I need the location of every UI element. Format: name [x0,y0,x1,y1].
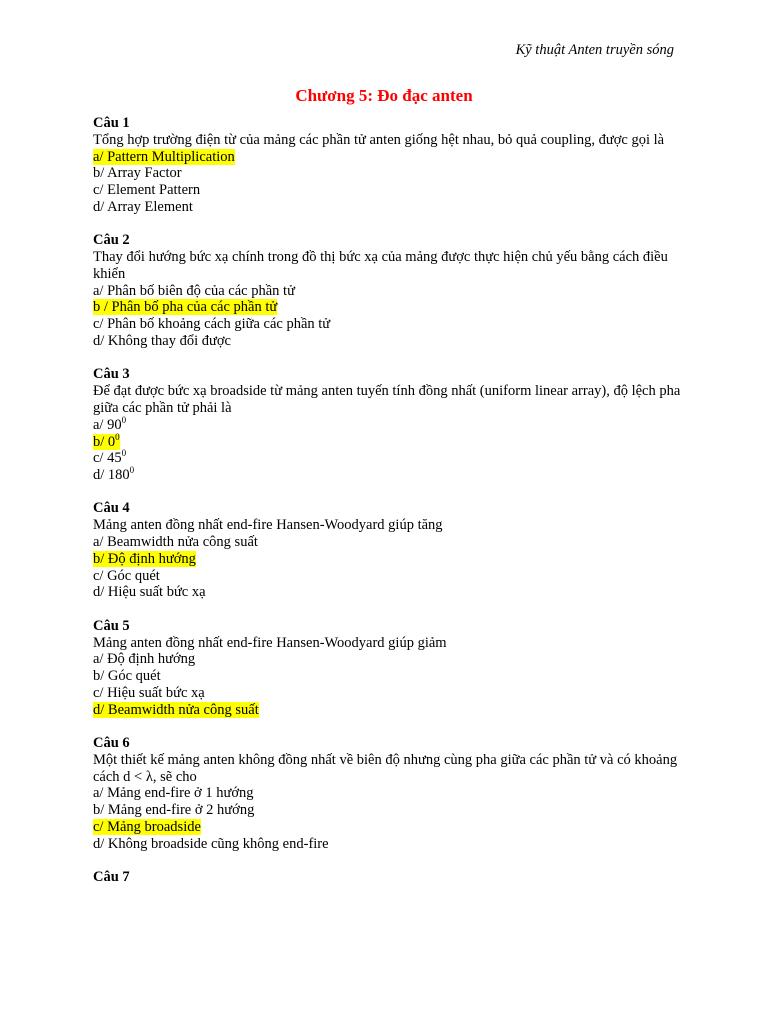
option-text: a/ Pattern Multiplication [93,148,235,165]
answer-option [93,149,683,166]
option-text: d/ Không thay đổi được [93,333,231,350]
running-header: Kỹ thuật Anten truyền sóng [515,42,674,58]
question-title: Câu 3 [93,366,130,383]
question-title: Câu 7 [93,869,130,886]
question-title: Câu 1 [93,115,130,131]
question-text: Một thiết kế mảng anten không đồng nhất về biên độ nhưng cùng pha giữa các phần tử và có khoảng cách d < λ, sẽ cho [93,751,678,785]
answer-option [93,668,683,685]
answer-option [93,651,683,668]
answer-label [93,199,193,215]
answer-option [93,299,683,316]
option-text: d/ Không broadside cũng không end-fire [93,835,329,852]
option-text: a/ Beamwidth nửa công suất [93,534,258,551]
answer-label [93,182,200,198]
answer-option [93,584,683,601]
option-text: b/ Góc quét [93,668,161,685]
question-block [93,869,683,886]
option-text: a/ Mảng end-fire ở 1 hướng [93,785,254,802]
answer-option [93,534,683,551]
option-text: a/ 90 [93,416,122,433]
option-text: c/ Góc quét [93,567,160,584]
answer-option [93,450,683,467]
answer-label [93,467,134,483]
option-text: c/ Element Pattern [93,182,201,199]
degree-superscript: 0 [121,448,127,459]
answer-label [93,836,329,852]
answer-option [93,182,683,199]
question-block [93,735,683,853]
question-text: Tổng hợp trường điện từ của mảng các phần tử anten giống hệt nhau, bỏ quả coupling, được gọi là [93,131,665,148]
option-text: b/ Array Factor [93,165,182,182]
option-text: a/ Phân bố biên độ của các phần tử [93,282,295,299]
answer-option [93,414,683,434]
option-text: c/ Mảng broadside [93,818,201,835]
question-block [93,115,683,216]
answer-option [93,316,683,333]
highlighted-answer [93,551,196,567]
option-text: d/ Beamwidth nửa công suất [93,701,259,718]
answer-label [93,668,161,684]
degree-superscript: 0 [115,431,120,442]
answer-label [93,534,258,550]
chapter-title: Chương 5: Đo đạc anten [295,86,473,105]
answer-option [93,702,683,719]
question-list [93,115,683,902]
option-text: b / Phân bố pha của các phần tử [93,299,278,316]
option-text: d/ Hiệu suất bức xạ [93,584,206,601]
answer-option [93,431,683,451]
question-text: Để đạt được bức xạ broadside từ mảng anten tuyến tính đồng nhất (uniform linear array), độ lệch pha giữa các phần tử phải là [93,383,681,416]
answer-label [93,450,126,466]
answer-label [93,651,195,667]
answer-option [93,199,683,216]
answer-option [93,283,683,300]
answer-label [93,568,160,584]
answer-option [93,836,683,853]
option-text: c/ Hiệu suất bức xạ [93,684,205,701]
answer-label [93,283,295,299]
question-block [93,618,683,719]
answer-option [93,467,683,484]
question-text: Mảng anten đồng nhất end-fire Hansen-Woodyard giúp tăng [93,517,443,534]
question-block [93,366,683,484]
highlighted-answer [93,819,201,835]
question-title: Câu 2 [93,232,130,249]
highlighted-answer [93,431,120,450]
question-title: Câu 5 [93,617,130,634]
degree-superscript: 0 [121,414,127,425]
answer-label [93,316,330,332]
question-title: Câu 6 [93,735,130,751]
answer-option [93,333,683,350]
option-text: b/ Độ định hướng [93,550,196,567]
question-block [93,500,683,601]
answer-option [93,685,683,702]
answer-option [93,165,683,182]
option-text: a/ Độ định hướng [93,651,196,668]
answer-option [93,551,683,568]
answer-label [93,584,206,600]
answer-label [93,414,127,433]
option-text: d/ 180 [93,467,130,484]
answer-option [93,568,683,585]
question-title: Câu 4 [93,500,130,517]
highlighted-answer [93,702,259,718]
answer-label [93,165,182,181]
question-block [93,232,683,350]
option-text: d/ Array Element [93,198,193,215]
question-text: Mảng anten đồng nhất end-fire Hansen-Woodyard giúp giảm [93,634,447,651]
option-text: b/ 0 [93,433,116,450]
answer-option [93,819,683,836]
answer-label [93,785,254,801]
answer-label [93,802,254,818]
option-text: b/ Mảng end-fire ở 2 hướng [93,802,255,819]
highlighted-answer [93,149,235,165]
answer-label [93,685,205,701]
highlighted-answer [93,299,277,315]
question-text: Thay đổi hướng bức xạ chính trong đồ thị bức xạ của mảng được thực hiện chủ yếu bằng cách điều khiển [93,249,668,282]
answer-label [93,333,231,349]
degree-superscript: 0 [129,465,135,476]
option-text: c/ 45 [93,450,122,467]
answer-option [93,802,683,819]
option-text: c/ Phân bố khoảng cách giữa các phần tử [93,316,331,333]
answer-option [93,785,683,802]
